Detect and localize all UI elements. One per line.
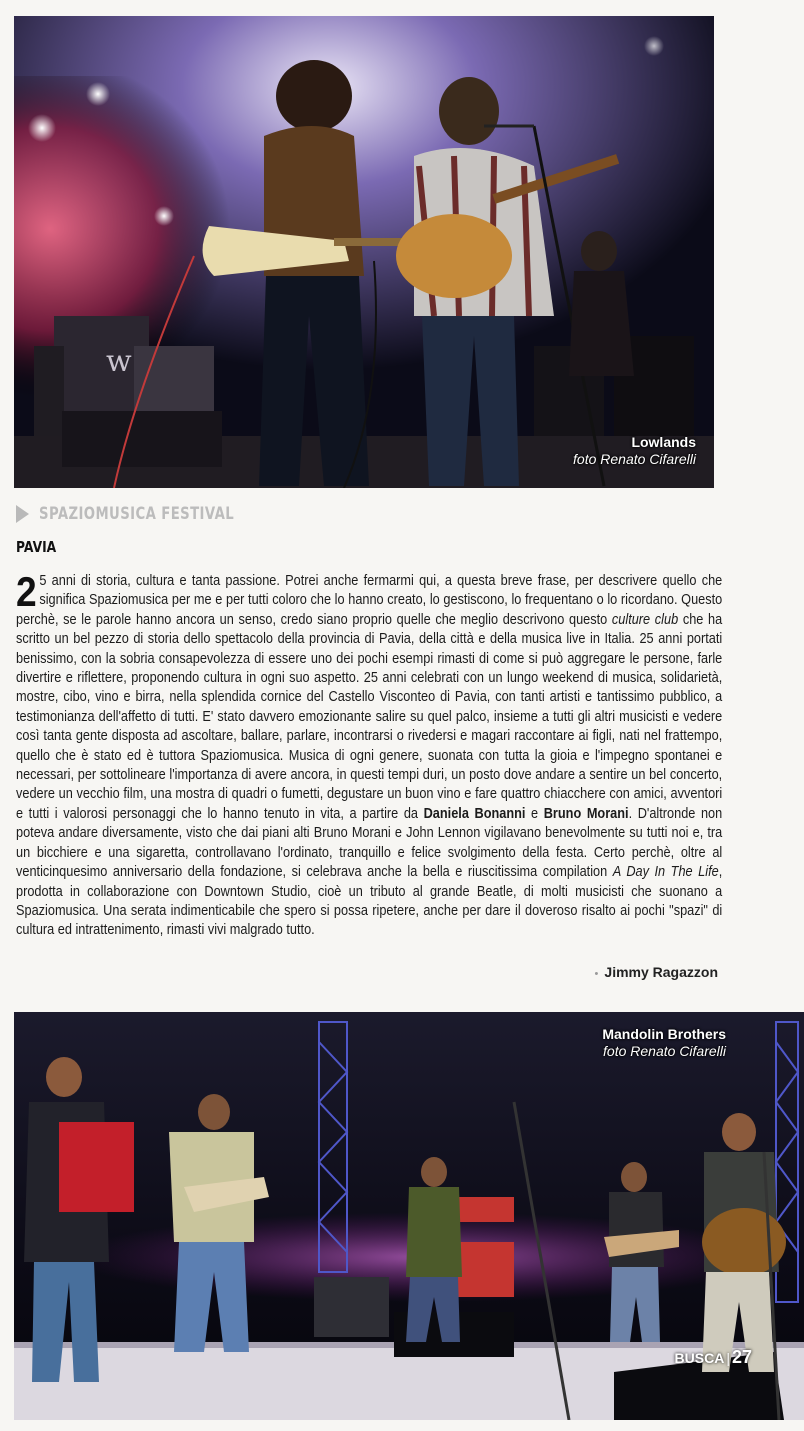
photo-credit-top: foto Renato Cifarelli bbox=[573, 451, 696, 467]
page-folio bbox=[675, 1347, 752, 1368]
article-text-part1: 5 anni di storia, cultura e tanta passione. Potrei anche fermarmi qui, a questa breve frase, per descrivere quello che significa Spaziomusica per me e per tutti coloro che lo hanno creato, lo gestiscono, lo frequentano o lo ricordano. Questo perchè, se le parole hanno ancora un senso, credo siano proprio quelle che meglio descrivono questo bbox=[16, 573, 723, 628]
section-title: SPAZIOMUSICA FESTIVAL bbox=[39, 504, 235, 524]
author-bullet-icon: • bbox=[594, 968, 599, 980]
photo-caption-top bbox=[573, 434, 696, 468]
magazine-name: BUSCA bbox=[674, 1350, 725, 1366]
article-text-and: e bbox=[525, 805, 544, 822]
band-name-lowlands: Lowlands bbox=[631, 434, 696, 450]
play-arrow-icon bbox=[16, 505, 29, 523]
concert-photo-lowlands bbox=[14, 16, 714, 488]
folio-separator: | bbox=[726, 1350, 730, 1366]
article-emphasis-culture-club: culture club bbox=[611, 611, 679, 628]
section-heading bbox=[16, 504, 416, 524]
article-text-part3: . D'altronde non poteva andare diversamente, visto che dai piani alti Bruno Morani e John Lennon vigilavano benevolmente su tutti noi e, tra un bicchiere e una sigaretta, controllavano l'ordinato, tranquillo e felice svolgimento della festa. Certo perchè, oltre al venticinquesimo anniversario della fondazione, si celebrava anche la bella e riuscitissima compilation bbox=[16, 805, 723, 881]
article-emphasis-compilation: A Day In The Life bbox=[612, 864, 719, 881]
page-number: 27 bbox=[731, 1347, 752, 1367]
author-name: Jimmy Ragazzon bbox=[604, 964, 718, 980]
drop-cap: 2 bbox=[16, 568, 37, 615]
article-body bbox=[16, 568, 723, 941]
article-text-part4: , prodotta in collaborazione con Downtown Studio, cioè un tributo al grande Beatle, di molti musicisti che suonano a Spaziomusica. Una serata indimenticabile che spero si possa ripetere, anche per dare il doveroso risalto ai pochi "spazi" di cultura ed intrattenimento, rimasti vivi malgrado tutto. bbox=[16, 864, 723, 939]
article-name-daniela-bonanni: Daniela Bonanni bbox=[423, 805, 526, 822]
article-text-part2: che ha scritto un bel pezzo di storia dello spettacolo della provincia di Pavia, della città e della musica live in Italia. 25 anni portati benissimo, con la sobria consapevolezza di essere uno dei pochi esempi rimasti di come si può aggregare le persone, farle divertire e riflettere, proponendo cultura in ogni suo aspetto. 25 anni celebrati con un lungo weekend di musica, solidarietà, mostre, cibo, vino e birra, nella splendida cornice del Castello Visconteo di Pavia, con tanti artisti e tantissimo pubblico, a testimonianza dell'affetto di tutti. E' stato davvero emozionante salire su quel palco, insieme a tutti gli altri musicisti e vedere così tanta gente disposta ad ascoltare, ballare, parlare, incontrarsi o rivedersi e magari raccontare ai figli, nati nel frattempo, quello che è stato ed è tuttora Spaziomusica. Musica di ogni genere, suonata con tutta la gioia e l'impegno spontanei e necessari, per sottolineare l'importanza di avere ancora, in questi tempi duri, un posto dove andare a sentire un bel concerto, vedere un vecchio film, una mostra di quadri o fumetti, degustare un buon vino e fare quattro chiacchere con amici, avventori e tutti i valorosi personaggi che lo hanno tenuto in vita, a partire da bbox=[16, 611, 723, 822]
svg-text:w: w bbox=[106, 344, 132, 379]
band-name-mandolin-brothers: Mandolin Brothers bbox=[602, 1026, 726, 1042]
photo-credit-bottom: foto Renato Cifarelli bbox=[603, 1043, 726, 1059]
section-location: PAVIA bbox=[16, 538, 57, 556]
article-name-bruno-morani: Bruno Morani bbox=[543, 805, 629, 822]
lowlands-stage-illustration bbox=[14, 16, 714, 488]
article-author bbox=[595, 964, 718, 980]
photo-caption-bottom bbox=[602, 1026, 726, 1060]
